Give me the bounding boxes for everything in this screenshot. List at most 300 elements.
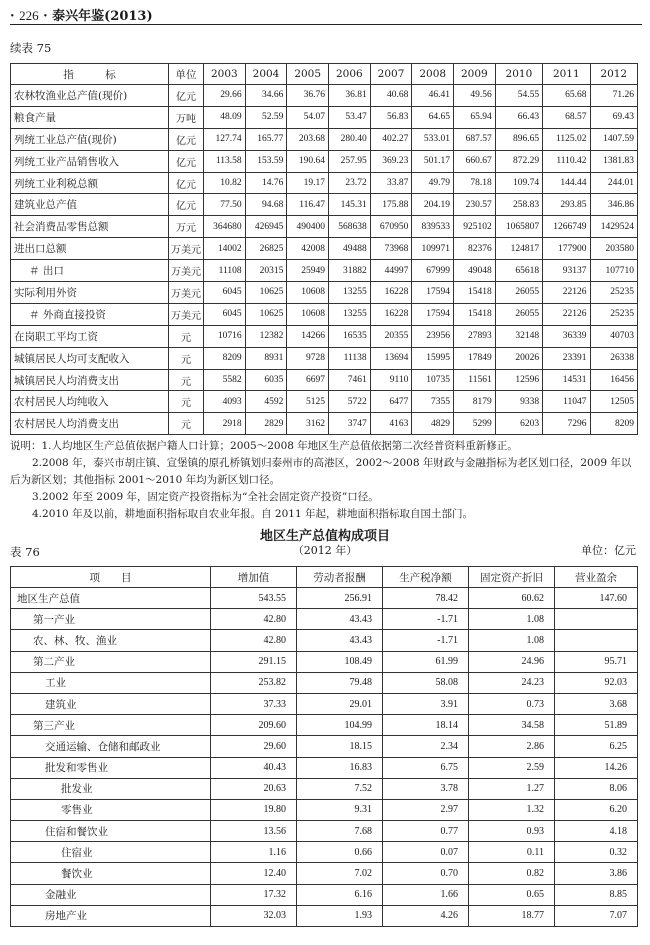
table-cell: 108.49 [297,651,383,672]
table75-header-cell: 2011 [543,64,590,85]
table-cell: 5299 [454,413,496,435]
table-row [11,413,638,435]
table-cell: 2.97 [383,799,469,820]
table-cell: 10625 [245,303,287,325]
table-cell: 6203 [495,413,542,435]
table-cell: -1.71 [383,630,469,651]
table-cell: 18.77 [469,905,555,926]
table-cell: 3.86 [555,863,638,884]
table-cell: 7296 [543,413,590,435]
table-cell: 209.60 [211,715,297,736]
table-cell: 6045 [204,303,246,325]
table-cell: 253.82 [211,672,297,693]
table-cell: 14531 [543,369,590,391]
table-cell: 113.58 [204,150,246,172]
table-cell: 12.40 [211,863,297,884]
table-cell: 1429524 [590,216,637,238]
row-label: 住宿业 [11,842,211,863]
table-cell: 23391 [543,347,590,369]
table-cell: 15995 [412,347,454,369]
table-cell: 490400 [287,216,329,238]
table-cell: 18.14 [383,715,469,736]
table-cell: 58.08 [383,672,469,693]
table-cell: 1.08 [469,630,555,651]
table-cell: 40.68 [370,85,412,107]
table-cell: 4.26 [383,905,469,926]
table75-header-cell: 单位 [169,64,204,85]
table-cell: 1.32 [469,799,555,820]
table-cell: 8209 [204,347,246,369]
table-row [11,347,638,369]
row-label: 第三产业 [11,715,211,736]
table-cell: 94.68 [245,194,287,216]
row-label: 城镇居民人均可支配收入 [11,347,169,369]
table-row [11,630,638,651]
table-cell: 896.65 [495,128,542,150]
table-cell: 15418 [454,282,496,304]
table-cell: 8931 [245,347,287,369]
row-unit: 亿元 [169,194,204,216]
row-label: 实际利用外资 [11,282,169,304]
row-unit: 亿元 [169,172,204,194]
table-cell: 16535 [329,325,371,347]
table-cell: 26055 [495,303,542,325]
table-cell: 17849 [454,347,496,369]
table-cell: 23.72 [329,172,371,194]
table76 [10,566,638,927]
table-cell: 25235 [590,303,637,325]
table-cell: 12382 [245,325,287,347]
table75-header-cell: 2010 [495,64,542,85]
row-unit: 元 [169,413,204,435]
table-cell: 19.17 [287,172,329,194]
table-cell: 16228 [370,303,412,325]
row-label: 列统工业产品销售收入 [11,150,169,172]
table-row [11,715,638,736]
table75-header-cell: 2009 [454,64,496,85]
table-cell: 15418 [454,303,496,325]
table-cell: 293.85 [543,194,590,216]
table-row [11,325,638,347]
table-row [11,216,638,238]
row-label: 零售业 [11,799,211,820]
table76-title: 地区生产总值构成项目 [259,529,390,544]
table-cell: 6035 [245,369,287,391]
table-cell: 14266 [287,325,329,347]
table-cell: 66.43 [495,106,542,128]
row-label: 农、林、牧、渔业 [11,630,211,651]
table-cell: 52.59 [245,106,287,128]
page-number: 226 [19,8,39,23]
table-cell: 1110.42 [543,150,590,172]
row-unit: 亿元 [169,150,204,172]
table-cell: 257.95 [329,150,371,172]
table-row [11,303,638,325]
table-row [11,651,638,672]
table-row [11,736,638,757]
table-cell: 14002 [204,238,246,260]
table-cell: 0.77 [383,821,469,842]
table-cell: 79.48 [297,672,383,693]
table-row [11,884,638,905]
table-cell: 7.52 [297,778,383,799]
row-unit: 元 [169,391,204,413]
table-cell: 872.29 [495,150,542,172]
table-cell: 10716 [204,325,246,347]
table-row [11,172,638,194]
table-cell: 54.55 [495,85,542,107]
table-cell: 36339 [543,325,590,347]
table-cell: 533.01 [412,128,454,150]
row-unit: 万美元 [169,282,204,304]
table-cell: 153.59 [245,150,287,172]
table-cell: 49.56 [454,85,496,107]
table-cell: 0.65 [469,884,555,905]
table76-header-cell: 营业盈余 [555,567,638,588]
table-cell: 56.83 [370,106,412,128]
table-cell: 29.01 [297,693,383,714]
table-cell: 22126 [543,282,590,304]
table-row [11,609,638,630]
table-cell: 8.85 [555,884,638,905]
table-cell: 54.07 [287,106,329,128]
row-label: 交通运输、仓储和邮政业 [11,736,211,757]
table75 [10,63,638,435]
table-cell: 34.58 [469,715,555,736]
table-cell: 27893 [454,325,496,347]
table-cell: 109.74 [495,172,542,194]
table-cell: 14.76 [245,172,287,194]
table-cell: 11138 [329,347,371,369]
table-cell: 17.32 [211,884,297,905]
table-cell: 5582 [204,369,246,391]
table-cell: 43.43 [297,630,383,651]
table-cell: 65618 [495,260,542,282]
table-cell: 2.34 [383,736,469,757]
note-4: 4.2010 年及以前，耕地面积指标取自农业年报。自 2011 年起，耕地面积指标取自国土部门。 [32,508,473,520]
table-cell: 37.33 [211,693,297,714]
table75-header-cell: 指 标 [11,64,169,85]
table-cell: 33.87 [370,172,412,194]
table-cell: 687.57 [454,128,496,150]
table75-header-cell: 2004 [245,64,287,85]
table-cell: 49488 [329,238,371,260]
table-cell: 543.55 [211,588,297,609]
table-cell: 244.01 [590,172,637,194]
note-2: 2.2008 年，泰兴市胡庄镇、宣堡镇的原孔桥镇划归泰州市的高港区，2002～2008 年财政与金融指标为老区划口径，2009 年以后为新区划；其他指标 2001～2010 年均为新区划口径。 [10,457,632,486]
table-cell: 6.75 [383,757,469,778]
note-3: 3.2002 年至 2009 年，固定资产投资指标为“全社会固定资产投资”口径。 [32,491,379,503]
table-cell: 16456 [590,369,637,391]
table-cell: 20315 [245,260,287,282]
table-cell: 402.27 [370,128,412,150]
table-cell: 4.18 [555,821,638,842]
table-cell: 61.99 [383,651,469,672]
table-cell: 2.59 [469,757,555,778]
row-label: 餐饮业 [11,863,211,884]
table-row [11,260,638,282]
table-cell: 67999 [412,260,454,282]
table-cell: 11047 [543,391,590,413]
table-cell: 9.31 [297,799,383,820]
table75-caption: 续表 75 [10,41,52,55]
table-cell: 25949 [287,260,329,282]
table-cell: 20026 [495,347,542,369]
table-cell: 1.08 [469,609,555,630]
table-cell: 925102 [454,216,496,238]
row-label: 粮食产量 [11,106,169,128]
table-cell: 230.57 [454,194,496,216]
table-cell: 2918 [204,413,246,435]
table-cell: 40.43 [211,757,297,778]
table-cell: 32.03 [211,905,297,926]
table-cell: 144.44 [543,172,590,194]
table-cell: 51.89 [555,715,638,736]
table-cell: 12505 [590,391,637,413]
table76-header-row [11,567,638,588]
table-cell: 64.65 [412,106,454,128]
table-cell: 48.09 [204,106,246,128]
table-cell: 203580 [590,238,637,260]
table-cell: 20.63 [211,778,297,799]
table-cell: 0.07 [383,842,469,863]
table75-header-cell: 2007 [370,64,412,85]
table-cell: 10735 [412,369,454,391]
table-row [11,106,638,128]
table75-header-row [11,64,638,85]
row-label: 地区生产总值 [11,588,211,609]
table-cell: 1.27 [469,778,555,799]
table-cell: 42.80 [211,609,297,630]
row-label: 批发业 [11,778,211,799]
row-label: 列统工业利税总额 [11,172,169,194]
row-unit: 亿元 [169,85,204,107]
row-unit: 亿元 [169,128,204,150]
table-cell: 29.60 [211,736,297,757]
table-cell: 291.15 [211,651,297,672]
table-cell: 8179 [454,391,496,413]
table-cell: 3.91 [383,693,469,714]
table-cell: 0.93 [469,821,555,842]
table-cell: 60.62 [469,588,555,609]
table-cell: 10608 [287,303,329,325]
table-cell: 8209 [590,413,637,435]
table-row [11,693,638,714]
table-cell: 18.15 [297,736,383,757]
table-row [11,778,638,799]
table-row [11,391,638,413]
table-cell: 22126 [543,303,590,325]
table-cell: 9338 [495,391,542,413]
row-unit: 元 [169,347,204,369]
table-cell: 36.81 [329,85,371,107]
table-cell: 31882 [329,260,371,282]
table-row [11,128,638,150]
table-cell: 104.99 [297,715,383,736]
table-cell: 1125.02 [543,128,590,150]
table-cell: 78.18 [454,172,496,194]
table-row [11,238,638,260]
table-cell: 6697 [287,369,329,391]
table76-header-cell: 劳动者报酬 [297,567,383,588]
row-label: 工业 [11,672,211,693]
row-unit: 万美元 [169,303,204,325]
row-label: 农村居民人均消费支出 [11,413,169,435]
table76-header-cell: 项 目 [11,567,211,588]
table-cell: 1407.59 [590,128,637,150]
table-cell: 78.42 [383,588,469,609]
table-cell: 42008 [287,238,329,260]
table-row [11,905,638,926]
table-cell [555,630,638,651]
table-cell: 1.93 [297,905,383,926]
table-cell: 6.25 [555,736,638,757]
row-label: ＃ 出口 [11,260,169,282]
table-cell: 17594 [412,303,454,325]
table-cell: 77.50 [204,194,246,216]
table76-caption: 表 76 [10,545,40,559]
table-cell: 147.60 [555,588,638,609]
table-row [11,369,638,391]
row-label: 建筑业总产值 [11,194,169,216]
table-cell: 32148 [495,325,542,347]
table-cell: 92.03 [555,672,638,693]
header-rule [10,24,642,25]
table-cell: 1.66 [383,884,469,905]
table-cell: 82376 [454,238,496,260]
table-cell: 204.19 [412,194,454,216]
table-cell: 95.71 [555,651,638,672]
table-row [11,85,638,107]
table-cell: 3.78 [383,778,469,799]
table-cell: 501.17 [412,150,454,172]
table-cell: 7461 [329,369,371,391]
table-cell: 46.41 [412,85,454,107]
table-cell: 6.16 [297,884,383,905]
table-cell: 364680 [204,216,246,238]
table-cell: 53.47 [329,106,371,128]
table75-header-cell: 2003 [204,64,246,85]
row-unit: 元 [169,325,204,347]
table-cell: 116.47 [287,194,329,216]
table76-unit: 单位：亿元 [581,544,636,557]
row-label: 城镇居民人均消费支出 [11,369,169,391]
table-cell: 42.80 [211,630,297,651]
table-cell: 34.66 [245,85,287,107]
table-cell: 7355 [412,391,454,413]
row-unit: 万吨 [169,106,204,128]
table-cell: 16.83 [297,757,383,778]
table-cell: 670950 [370,216,412,238]
table-cell: 9728 [287,347,329,369]
table-cell: 65.68 [543,85,590,107]
table-row [11,799,638,820]
row-label: 农村居民人均纯收入 [11,391,169,413]
table-cell: 3162 [287,413,329,435]
table-cell: 71.26 [590,85,637,107]
table-cell: 17594 [412,282,454,304]
table-cell: 177900 [543,238,590,260]
row-unit: 元 [169,369,204,391]
table-cell: 26055 [495,282,542,304]
row-label: ＃ 外商直接投资 [11,303,169,325]
row-label: 进出口总额 [11,238,169,260]
table-row [11,150,638,172]
table-cell: 14.26 [555,757,638,778]
table-cell: 12596 [495,369,542,391]
table-cell: 0.82 [469,863,555,884]
table76-header-cell: 固定资产折旧 [469,567,555,588]
table-cell: 13694 [370,347,412,369]
table75-header-cell: 2005 [287,64,329,85]
table76-header-cell: 生产税净额 [383,567,469,588]
table-cell: 13255 [329,303,371,325]
table75-header-cell: 2012 [590,64,637,85]
table-cell: 69.43 [590,106,637,128]
table-cell: 3747 [329,413,371,435]
row-label: 在岗职工平均工资 [11,325,169,347]
table-cell: 10625 [245,282,287,304]
row-label: 住宿和餐饮业 [11,821,211,842]
table-cell: 9110 [370,369,412,391]
table75-header-cell: 2006 [329,64,371,85]
table-cell: 124817 [495,238,542,260]
table-cell: 369.23 [370,150,412,172]
table-cell: 7.02 [297,863,383,884]
table-cell: 8.06 [555,778,638,799]
row-label: 房地产业 [11,905,211,926]
table-cell: 7.68 [297,821,383,842]
table-cell: 107710 [590,260,637,282]
table-cell: 36.76 [287,85,329,107]
table-cell: 1266749 [543,216,590,238]
table-cell: 6045 [204,282,246,304]
table-cell: 256.91 [297,588,383,609]
table-cell: 13255 [329,282,371,304]
table-row [11,588,638,609]
table-cell: 20355 [370,325,412,347]
table-cell: 11108 [204,260,246,282]
table-cell: 4829 [412,413,454,435]
table-cell: 7.07 [555,905,638,926]
row-label: 农林牧渔业总产值(现价) [11,85,169,107]
table-cell: 0.70 [383,863,469,884]
table-cell: 43.43 [297,609,383,630]
table75-header-cell: 2008 [412,64,454,85]
row-label: 批发和零售业 [11,757,211,778]
table-cell: 6477 [370,391,412,413]
row-label: 第二产业 [11,651,211,672]
table-cell: 839533 [412,216,454,238]
table-cell: 11561 [454,369,496,391]
table-cell: 258.83 [495,194,542,216]
table-cell: 5125 [287,391,329,413]
row-label: 列统工业总产值(现价) [11,128,169,150]
table-cell: 13.56 [211,821,297,842]
table-cell: 40703 [590,325,637,347]
table-cell: 44997 [370,260,412,282]
table-cell [555,609,638,630]
table-cell: 426945 [245,216,287,238]
table-row [11,282,638,304]
row-unit: 万元 [169,216,204,238]
table-cell: 1.16 [211,842,297,863]
table76-header-cell: 增加值 [211,567,297,588]
table-cell: 26338 [590,347,637,369]
book-title: 泰兴年鉴(2013) [52,9,153,24]
table-cell: 2.86 [469,736,555,757]
row-label: 金融业 [11,884,211,905]
